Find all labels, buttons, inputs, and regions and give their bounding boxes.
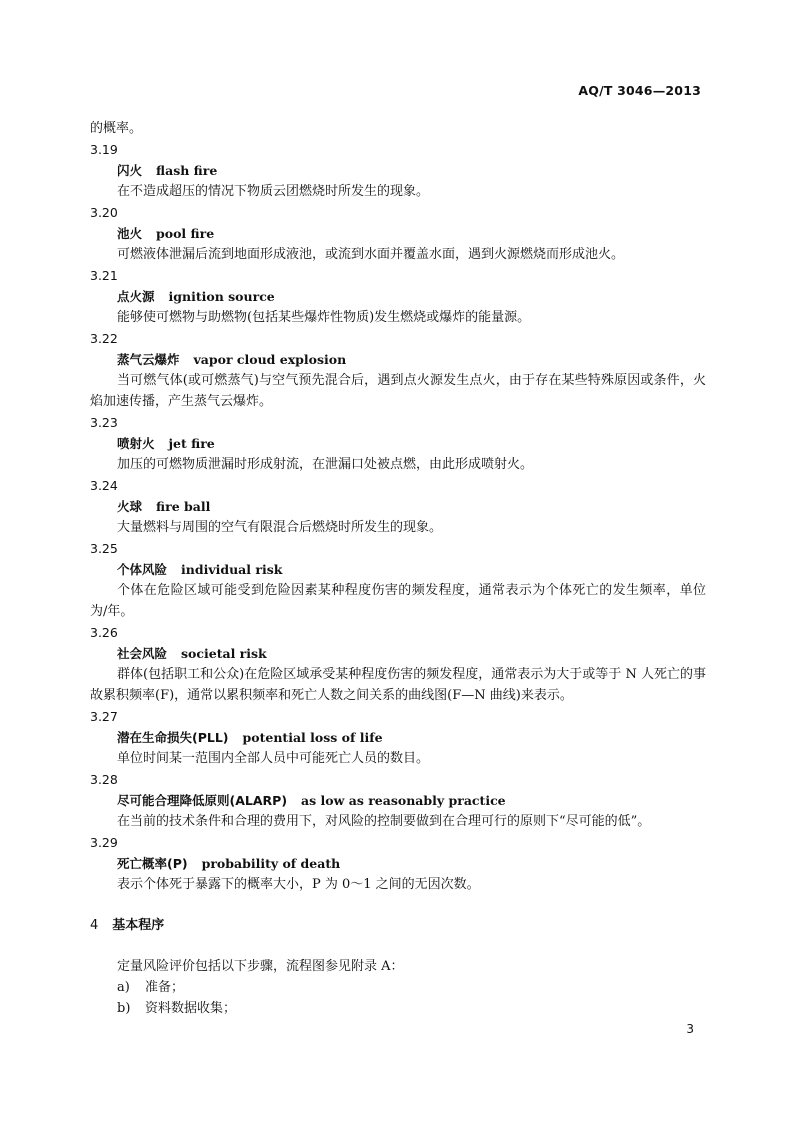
term-english: individual risk (181, 562, 283, 577)
term-chinese: 尽可能合理降低原则(ALARP) (117, 793, 288, 808)
term-chinese: 火球 (117, 499, 143, 514)
term-heading (90, 559, 706, 580)
term-english: societal risk (181, 646, 267, 661)
clause-number: 3.24 (90, 478, 118, 493)
clause-number: 3.21 (90, 268, 118, 283)
term-english: potential loss of life (242, 730, 383, 745)
term-english: as low as reasonably practice (301, 793, 506, 808)
section-intro: 定量风险评价包括以下步骤，流程图参见附录 A： (117, 959, 404, 974)
page-content (90, 118, 706, 1019)
term-definition: 能够使可燃物与助燃物(包括某些爆炸性物质)发生燃烧或爆炸的能量源。 (117, 310, 531, 325)
clause-number: 3.29 (90, 835, 118, 850)
term-definition: 加压的可燃物质泄漏时形成射流，在泄漏口处被点燃，由此形成喷射火。 (117, 457, 534, 472)
term-chinese: 池火 (117, 226, 143, 241)
term-english: probability of death (201, 856, 341, 871)
term-english: ignition source (168, 289, 275, 304)
term-definition: 大量燃料与周围的空气有限混合后燃烧时所发生的现象。 (117, 520, 443, 535)
clause-number: 3.27 (90, 709, 118, 724)
section-number: 4 (90, 918, 99, 933)
clause-number: 3.22 (90, 331, 118, 346)
continuation-text: 的概率。 (90, 121, 143, 136)
term-chinese: 死亡概率(P) (117, 856, 188, 871)
clause-number: 3.26 (90, 625, 118, 640)
term-heading (90, 286, 706, 307)
list-marker: b) (117, 1001, 131, 1016)
term-chinese: 社会风险 (117, 646, 168, 661)
term-definitions (90, 139, 706, 895)
term-definition: 群体(包括职工和公众)在危险区域承受某种程度伤害的频发程度，通常表示为大于或等于 N 人死亡的事故累积频率(F)，通常以累积频率和死亡人数之间关系的曲线图(F—N 曲线)来表示。 (90, 667, 706, 703)
list-item-text: 准备； (145, 980, 185, 995)
term-english: flash fire (156, 163, 218, 178)
list-item (90, 977, 706, 998)
term-heading (90, 853, 706, 874)
section-title: 基本程序 (112, 918, 165, 933)
term-definition: 表示个体死于暴露下的概率大小，P 为 0～1 之间的无因次数。 (117, 877, 480, 892)
term-chinese: 喷射火 (117, 436, 155, 451)
list-item (90, 998, 706, 1019)
term-heading (90, 496, 706, 517)
clause-number: 3.23 (90, 415, 118, 430)
section-gap (90, 895, 706, 915)
term-definition: 在不造成超压的情况下物质云团燃烧时所发生的现象。 (117, 184, 430, 199)
term-heading (90, 727, 706, 748)
term-heading (90, 643, 706, 664)
term-english: jet fire (168, 436, 215, 451)
term-definition: 可燃液体泄漏后流到地面形成液池，或流到水面并覆盖水面，遇到火源燃烧而形成池火。 (117, 247, 625, 262)
term-chinese: 潜在生命损失(PLL) (117, 730, 229, 745)
term-heading (90, 223, 706, 244)
term-english: vapor cloud explosion (193, 352, 347, 367)
term-heading (90, 349, 706, 370)
list-item-text: 资料数据收集； (145, 1001, 237, 1016)
term-chinese: 点火源 (117, 289, 155, 304)
clause-number: 3.19 (90, 142, 118, 157)
term-definition: 单位时间某一范围内全部人员中可能死亡人员的数目。 (117, 751, 430, 766)
term-heading (90, 433, 706, 454)
term-definition: 个体在危险区域可能受到危险因素某种程度伤害的频发程度，通常表示为个体死亡的发生频率，单位为/年。 (90, 583, 706, 619)
clause-number: 3.20 (90, 205, 118, 220)
term-chinese: 闪火 (117, 163, 143, 178)
section-gap (90, 936, 706, 956)
document-code-header: AQ/T 3046—2013 (578, 83, 701, 98)
term-heading (90, 160, 706, 181)
list-marker: a) (117, 980, 130, 995)
term-chinese: 个体风险 (117, 562, 168, 577)
term-definition: 在当前的技术条件和合理的费用下，对风险的控制要做到在合理可行的原则下“尽可能的低”。 (117, 814, 651, 829)
term-heading (90, 790, 706, 811)
page-number: 3 (686, 1022, 694, 1036)
clause-number: 3.28 (90, 772, 118, 787)
section-heading (90, 915, 706, 936)
term-english: pool fire (156, 226, 215, 241)
term-english: fire ball (156, 499, 211, 514)
clause-number: 3.25 (90, 541, 118, 556)
term-chinese: 蒸气云爆炸 (117, 352, 180, 367)
term-definition: 当可燃气体(或可燃蒸气)与空气预先混合后，遇到点火源发生点火，由于存在某些特殊原因或条件，火焰加速传播，产生蒸气云爆炸。 (90, 373, 706, 409)
